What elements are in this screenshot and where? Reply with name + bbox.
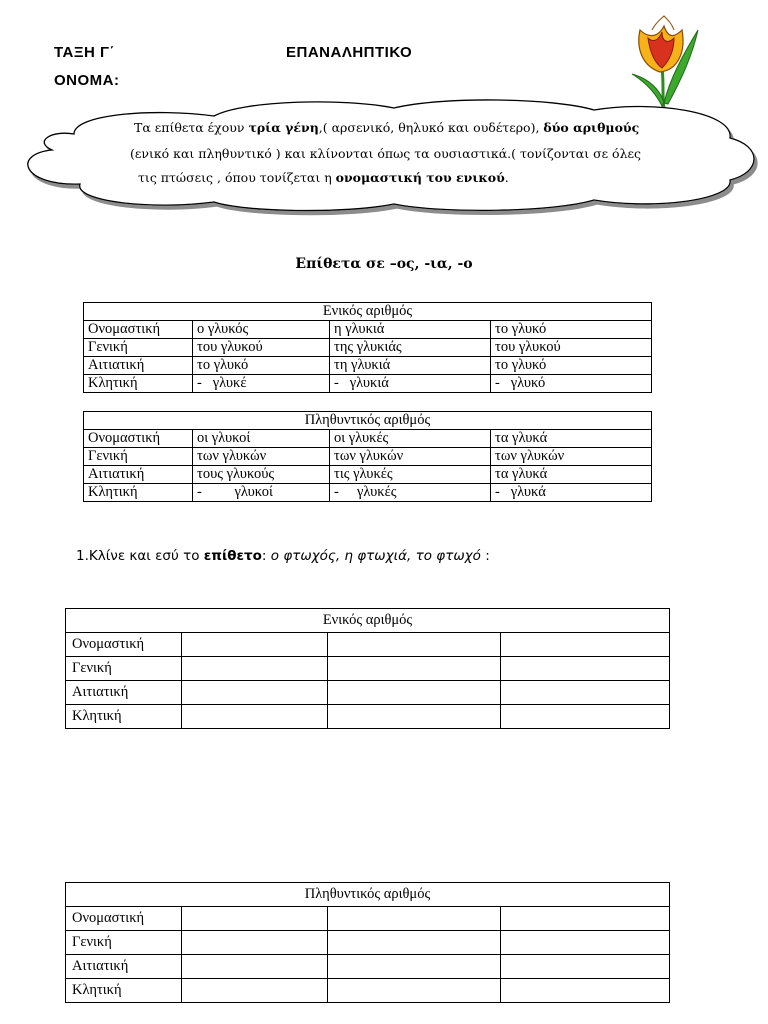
exercise-plural-table — [65, 882, 670, 1003]
table-row: Ονομαστική — [66, 633, 670, 657]
page-title: ΕΠΑΝΑΛΗΠΤΙΚΟ — [286, 44, 413, 61]
answer-cell[interactable] — [501, 681, 670, 705]
table-row: Κλητική - γλυκέ - γλυκιά - γλυκό — [84, 375, 652, 393]
cloud-line-2: (ενικό και πληθυντικό ) και κλίνονται όπως τα ουσιαστικά.( τονίζονται σε όλες — [130, 146, 641, 161]
answer-cell[interactable] — [182, 931, 328, 955]
table-row: Κλητική - γλυκοί - γλυκές - γλυκά — [84, 484, 652, 502]
answer-cell[interactable] — [328, 657, 501, 681]
table-row: Γενική των γλυκών των γλυκών των γλυκών — [84, 448, 652, 466]
exercise-plural-caption: Πληθυντικός αριθμός — [66, 883, 670, 907]
plural-table — [83, 411, 652, 502]
answer-cell[interactable] — [328, 633, 501, 657]
answer-cell[interactable] — [501, 705, 670, 729]
answer-cell[interactable] — [182, 907, 328, 931]
exercise-singular-table — [65, 608, 670, 729]
name-label: ΟΝΟΜΑ: — [54, 72, 120, 89]
answer-cell[interactable] — [501, 657, 670, 681]
table-row: Αιτιατική τους γλυκούς τις γλυκές τα γλυκά — [84, 466, 652, 484]
cloud-line-3: τις πτώσεις , όπου τονίζεται η ονομαστική του ενικού. — [138, 170, 509, 185]
answer-cell[interactable] — [182, 681, 328, 705]
exercise-singular-caption: Ενικός αριθμός — [66, 609, 670, 633]
answer-cell[interactable] — [501, 955, 670, 979]
singular-table — [83, 302, 652, 393]
table-row: Κλητική — [66, 705, 670, 729]
cloud-line-1: Τα επίθετα έχουν τρία γένη,( αρσενικό, θηλυκό και ουδέτερο), δύο αριθμούς — [134, 120, 640, 135]
tulip-image — [612, 8, 712, 108]
table-row: Αιτιατική — [66, 681, 670, 705]
table-row: Γενική — [66, 931, 670, 955]
answer-cell[interactable] — [501, 633, 670, 657]
answer-cell[interactable] — [501, 907, 670, 931]
singular-caption: Ενικός αριθμός — [84, 303, 652, 321]
table-row: Γενική — [66, 657, 670, 681]
table-row: Ονομαστική οι γλυκοί οι γλυκές τα γλυκά — [84, 430, 652, 448]
table-row: Αιτιατική — [66, 955, 670, 979]
answer-cell[interactable] — [328, 955, 501, 979]
answer-cell[interactable] — [182, 979, 328, 1003]
answer-cell[interactable] — [328, 931, 501, 955]
answer-cell[interactable] — [328, 907, 501, 931]
exercise-instruction: 1.Κλίνε και εσύ το επίθετο: ο φτωχός, η φτωχιά, το φτωχό : — [76, 548, 490, 564]
answer-cell[interactable] — [328, 979, 501, 1003]
table-row: Ονομαστική ο γλυκός η γλυκιά το γλυκό — [84, 321, 652, 339]
answer-cell[interactable] — [182, 955, 328, 979]
answer-cell[interactable] — [501, 979, 670, 1003]
table-row: Γενική του γλυκού της γλυκιάς του γλυκού — [84, 339, 652, 357]
answer-cell[interactable] — [182, 705, 328, 729]
answer-cell[interactable] — [328, 681, 501, 705]
plural-caption: Πληθυντικός αριθμός — [84, 412, 652, 430]
table-row: Αιτιατική το γλυκό τη γλυκιά το γλυκό — [84, 357, 652, 375]
class-label: ΤΑΞΗ Γ΄ — [54, 44, 116, 61]
answer-cell[interactable] — [182, 633, 328, 657]
answer-cell[interactable] — [328, 705, 501, 729]
answer-cell[interactable] — [182, 657, 328, 681]
section-title: Επίθετα σε –ος, -ια, -ο — [295, 256, 473, 272]
answer-cell[interactable] — [501, 931, 670, 955]
table-row: Ονομαστική — [66, 907, 670, 931]
table-row: Κλητική — [66, 979, 670, 1003]
